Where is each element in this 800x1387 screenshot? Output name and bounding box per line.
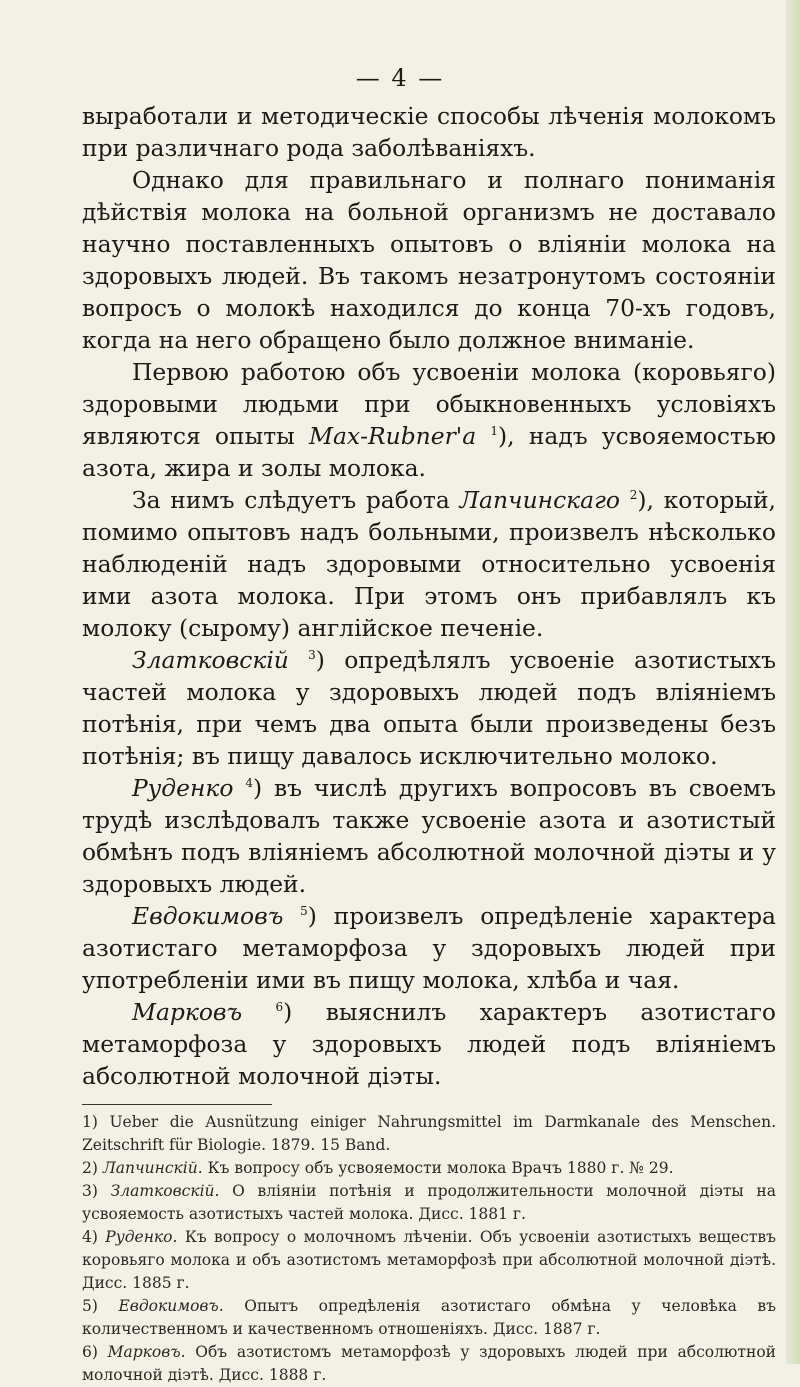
footnote-text: Ueber die Ausnützung einiger Nahrungsmittel im Darmkanale des Menschen. Zeitschrift für Biologie. 1879. 15 Band.: [82, 1113, 776, 1154]
footnote-mark: 6): [82, 1343, 98, 1361]
footnote-6: [82, 1341, 776, 1387]
footnote-text: Объ азотистомъ метаморфозѣ у здоровыхъ людей при абсолютной молочной діэтѣ. Дисс. 1888 г.: [82, 1343, 776, 1384]
footnote-ref[interactable]: 3: [308, 648, 316, 663]
paragraph-1: [82, 100, 776, 164]
author-name: Лапчинскаго: [459, 486, 620, 514]
author-name: Марковъ: [132, 998, 243, 1026]
paragraph-text: Однако для правильнаго и полнаго пониманія дѣйствія молока на больной организмъ не доставало научно поставленныхъ опытовъ о вліяніи молока на здоровыхъ людей. Въ такомъ незатронутомъ состояніи вопросъ о молокѣ находился до конца 70-хъ годовъ, когда на него обращено было должное вниманіе.: [82, 166, 776, 354]
footnote-mark: 5): [82, 1297, 98, 1315]
paragraph-text: За нимъ слѣдуетъ работа: [132, 486, 460, 514]
author-name: Евдокимовъ: [132, 902, 284, 930]
page-number: — 4 —: [355, 64, 445, 92]
footnote-author: Лапчинскій.: [102, 1159, 203, 1177]
paragraph-text: ) произвелъ опредѣленіе характера азотистаго метаморфоза у здоровыхъ людей при употребленіи ими въ пищу молока, хлѣба и чая.: [82, 902, 776, 994]
page-edge: [786, 0, 800, 1364]
author-name: Руденко: [132, 774, 234, 802]
author-name: Мах-Rubner'а: [309, 422, 477, 450]
paragraph-7: [82, 900, 776, 996]
footnote-1: [82, 1111, 776, 1157]
footnote-mark: 4): [82, 1228, 98, 1246]
footnote-3: [82, 1180, 776, 1226]
footnote-author: Евдокимовъ.: [118, 1297, 224, 1315]
paragraph-text: ) опредѣлялъ усвоеніе азотистыхъ частей молока у здоровыхъ людей подъ вліяніемъ потѣнія, при чемъ два опыта были произведены безъ потѣнія; въ пищу давалось исключительно молоко.: [82, 646, 777, 770]
footnote-divider: [82, 1104, 272, 1105]
footnote-2: [82, 1157, 776, 1180]
footnote-text: Къ вопросу о молочномъ лѣченіи. Объ усвоеніи азотистыхъ веществъ коровьяго молока и объ азотистомъ метаморфозѣ при абсолютной молочной діэтѣ. Дисс. 1885 г.: [82, 1228, 776, 1292]
footnote-mark: 2): [82, 1159, 98, 1177]
paragraph-text: ) въ числѣ другихъ вопросовъ въ своемъ трудѣ изслѣдовалъ также усвоеніе азота и азотистый обмѣнъ подъ вліяніемъ абсолютной молочной діэты и у здоровыхъ людей.: [82, 774, 776, 898]
paragraph-text: ) выяснилъ характеръ азотистаго метаморфоза у здоровыхъ людей подъ вліяніемъ абсолютной молочной діэты.: [82, 998, 776, 1090]
footnote-ref[interactable]: 1: [490, 424, 499, 439]
paragraph-8: [82, 996, 776, 1092]
footnotes: [82, 1111, 776, 1387]
footnote-mark: 1): [82, 1113, 98, 1131]
main-text: [82, 100, 776, 1387]
footnote-text: О вліяніи потѣнія и продолжительности молочной діэты на усвояемость азотистыхъ частей молока. Дисс. 1881 г.: [82, 1182, 776, 1223]
paragraph-5: [82, 644, 776, 772]
paragraph-4: [82, 484, 776, 644]
footnote-ref[interactable]: 5: [300, 904, 308, 919]
paragraph-text: выработали и методическіе способы лѣченія молокомъ при различнаго рода заболѣваніяхъ.: [82, 102, 776, 162]
footnote-4: [82, 1226, 776, 1295]
paragraph-3: [82, 356, 776, 484]
footnote-ref[interactable]: 4: [245, 776, 253, 791]
footnote-author: Руденко.: [105, 1228, 178, 1246]
paragraph-6: [82, 772, 776, 900]
paragraph-text: ), который, помимо опытовъ надъ больными, произвелъ нѣсколько наблюденій надъ здоровыми относительно усвоенія ими азота молока. При этомъ онъ прибавлялъ къ молоку (сырому) англійское печеніе.: [82, 486, 776, 642]
paragraph-text: ), надъ усвояемостью азота, жира и золы молока.: [82, 422, 777, 482]
paragraph-2: [82, 164, 776, 356]
footnote-author: Златковскій.: [110, 1182, 220, 1200]
footnote-ref[interactable]: 2: [629, 488, 638, 503]
footnote-5: [82, 1295, 776, 1341]
footnote-text: Къ вопросу объ усвояемости молока Врачъ 1880 г. № 29.: [202, 1159, 674, 1177]
footnote-author: Марковъ.: [107, 1343, 186, 1361]
footnote-text: Опытъ опредѣленія азотистаго обмѣна у человѣка въ количественномъ и качественномъ отношеніяхъ. Дисс. 1887 г.: [82, 1297, 776, 1338]
footnote-ref[interactable]: 6: [275, 1000, 284, 1015]
footnote-mark: 3): [82, 1182, 98, 1200]
author-name: Златковскій: [132, 646, 289, 674]
paragraph-text: Первою работою объ усвоеніи молока (коровьяго) здоровыми людьми при обыкновенныхъ условіяхъ являются опыты: [82, 358, 776, 450]
